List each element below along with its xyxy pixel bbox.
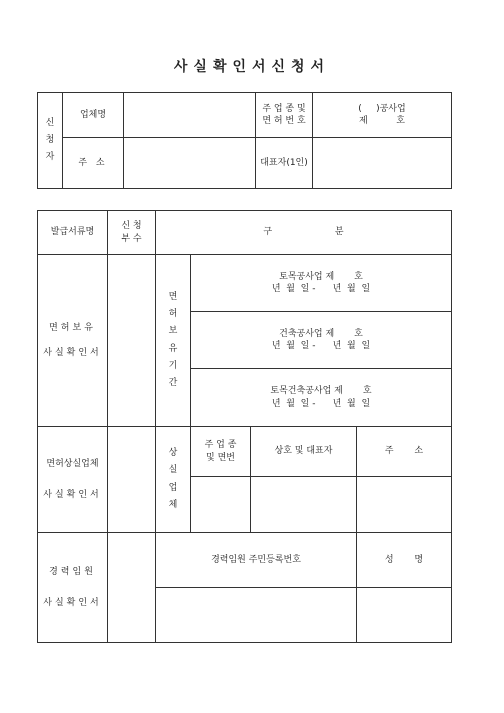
category-header: 구 분	[156, 211, 452, 255]
lost-trade-name-field[interactable]	[251, 477, 357, 533]
applicant-label	[38, 93, 63, 189]
lost-business-text: 상실업체	[168, 448, 178, 510]
career-name-header: 성 명	[357, 533, 452, 588]
lost-trade-name-header: 상호 및 대표자	[251, 427, 357, 477]
copies-header-line1: 신 청	[121, 221, 142, 232]
certificate-table	[37, 210, 452, 643]
lost-address-header: 주 소	[357, 427, 452, 477]
business-type-label: 주 업 종 및	[262, 103, 306, 114]
address-field[interactable]	[124, 138, 256, 189]
applicant-label-text: 신청자	[45, 117, 55, 163]
license-item-civil-building-name: 토목건축공사업 제 호	[270, 386, 372, 397]
lost-business-line2: 사실확인서	[43, 489, 102, 500]
career-officer-doc-label	[38, 533, 108, 643]
license-item-civil-date: 년 월 일 - 년 월 일	[271, 284, 371, 294]
construction-business-text: ( )공사업	[358, 103, 406, 114]
license-item-civil-name: 토목공사업 제 호	[279, 271, 363, 282]
lost-address-field[interactable]	[357, 477, 452, 533]
company-name-label: 업체명	[63, 93, 124, 138]
license-item-civil[interactable]	[191, 255, 452, 312]
copies-header	[108, 211, 156, 255]
lost-business-doc-label	[38, 427, 108, 533]
representative-field[interactable]	[313, 138, 452, 189]
document-type-header: 발급서류명	[38, 211, 108, 255]
applicant-table	[37, 92, 452, 189]
career-copies-field[interactable]	[108, 533, 156, 643]
license-item-building[interactable]	[191, 312, 452, 369]
lost-business-type-header	[191, 427, 251, 477]
license-item-building-date: 년 월 일 - 년 월 일	[271, 341, 371, 351]
career-id-header: 경력임원 주민등록번호	[156, 533, 357, 588]
license-copies-field[interactable]	[108, 255, 156, 427]
lost-business-type-line2: 및 면번	[206, 452, 235, 463]
career-officer-line2: 사실확인서	[43, 597, 102, 608]
license-holding-doc-label	[38, 255, 108, 427]
business-type-license-label	[256, 93, 313, 138]
license-holding-line2: 사실확인서	[43, 347, 102, 358]
license-number-label: 면 허 번 호	[262, 116, 306, 126]
license-item-civil-building-date: 년 월 일 - 년 월 일	[271, 398, 371, 409]
representative-label: 대표자(1인)	[256, 138, 313, 189]
license-period-label	[156, 255, 191, 427]
license-item-building-name: 건축공사업 제 호	[279, 328, 363, 339]
license-holding-line1: 면허보유	[49, 323, 96, 334]
career-name-field[interactable]	[357, 588, 452, 643]
form-title: 사실확인서신청서	[173, 59, 331, 75]
career-id-field[interactable]	[156, 588, 357, 643]
company-name-field[interactable]	[124, 93, 256, 138]
lost-copies-field[interactable]	[108, 427, 156, 533]
lost-business-label	[156, 427, 191, 533]
career-officer-line1: 경력임원	[49, 567, 96, 578]
construction-number-text: 제 호	[359, 116, 405, 126]
construction-business-field[interactable]	[313, 93, 452, 138]
lost-business-type-line1: 주 업 종	[204, 440, 237, 451]
license-period-text: 면허보유기간	[168, 292, 178, 388]
address-label: 주 소	[63, 138, 124, 189]
lost-business-type-field[interactable]	[191, 477, 251, 533]
license-item-civil-building[interactable]	[191, 369, 452, 427]
copies-header-line2: 부 수	[121, 233, 142, 244]
lost-business-line1: 면허상실업체	[46, 459, 99, 470]
